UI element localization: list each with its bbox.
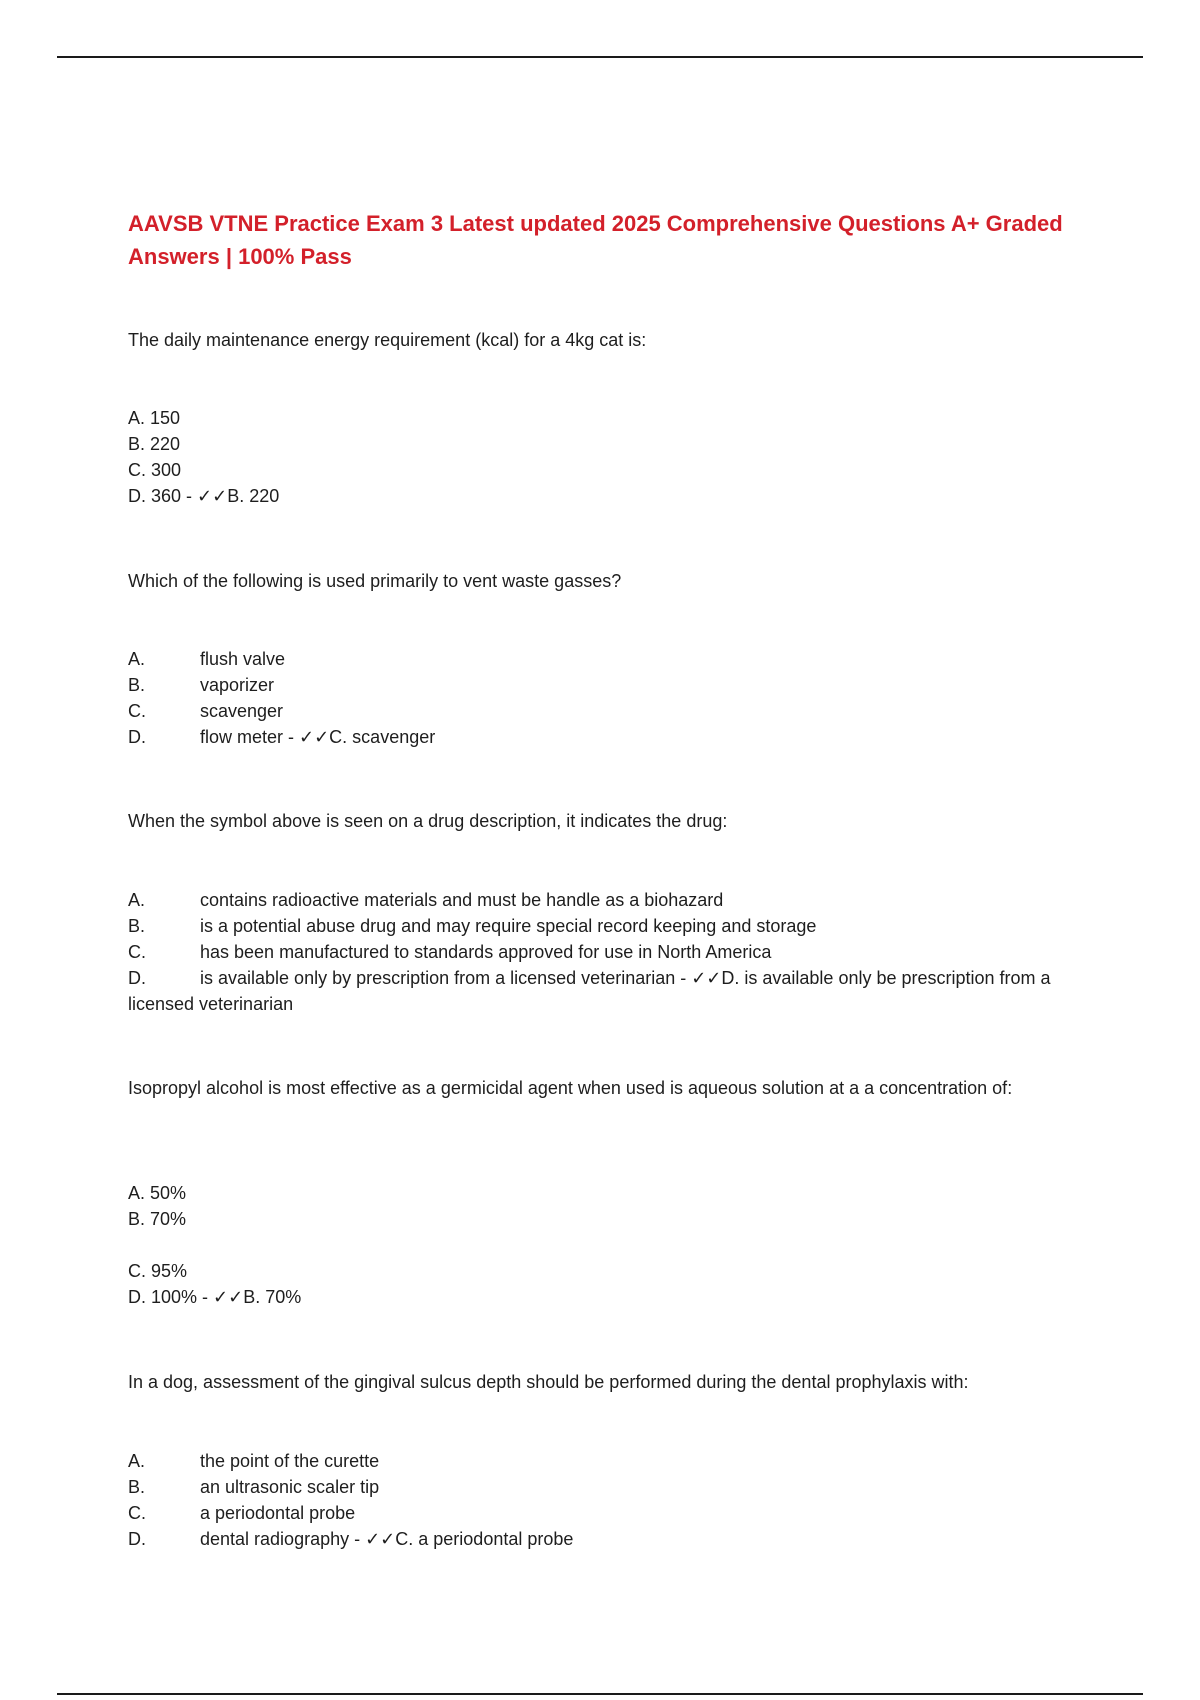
option-text: has been manufactured to standards approved for use in North America: [200, 942, 772, 962]
option-d-answer: D. 360 - ✓✓B. 220: [128, 486, 280, 506]
option-text: a periodontal probe: [200, 1503, 356, 1523]
option-letter: B.: [128, 916, 146, 936]
option-letter: A.: [128, 1451, 146, 1471]
question-4-text: Isopropyl alcohol is most effective as a germicidal agent when used is aqueous solution at a a concentration of:: [128, 1078, 1013, 1098]
option-text: contains radioactive materials and must be handle as a biohazard: [200, 890, 724, 910]
option-text: flow meter - ✓✓C. scavenger: [200, 727, 436, 747]
option-b: B. 220: [128, 434, 181, 454]
question-3-text: When the symbol above is seen on a drug description, it indicates the drug:: [128, 811, 728, 831]
option-letter: A.: [128, 649, 146, 669]
option-b: B. 70%: [128, 1209, 187, 1229]
option-a: [128, 1448, 1088, 1474]
question-5-text: In a dog, assessment of the gingival sulcus depth should be performed during the dental prophylaxis with:: [128, 1372, 969, 1392]
question-5-options: [128, 1448, 1088, 1552]
question-2-text: Which of the following is used primarily to vent waste gasses?: [128, 571, 622, 591]
option-c: [128, 1500, 1088, 1526]
option-a: [128, 646, 1088, 672]
option-b: [128, 913, 1088, 939]
option-letter: B.: [128, 1477, 146, 1497]
option-b: [128, 672, 1088, 698]
question-4-options: [128, 1180, 1088, 1310]
option-text: is available only by prescription from a licensed veterinarian - ✓✓D. is available only be prescription from a licensed veterinarian: [128, 968, 1051, 1014]
option-letter: C.: [128, 1503, 146, 1523]
question-3-options: [128, 887, 1088, 1017]
option-a: A. 150: [128, 408, 181, 428]
option-c: C. 95%: [128, 1261, 188, 1281]
option-letter: D.: [128, 968, 146, 988]
option-text: an ultrasonic scaler tip: [200, 1477, 380, 1497]
option-letter: D.: [128, 727, 146, 747]
option-letter: C.: [128, 701, 146, 721]
option-d-answer: [128, 965, 1088, 1017]
option-b: [128, 1474, 1088, 1500]
option-letter: B.: [128, 675, 146, 695]
option-c: C. 300: [128, 460, 182, 480]
header-rule: [57, 56, 1143, 58]
option-d-answer: [128, 724, 1088, 750]
option-text: scavenger: [200, 701, 284, 721]
option-a: A. 50%: [128, 1183, 187, 1203]
option-a: [128, 887, 1088, 913]
question-2-options: [128, 646, 1088, 750]
option-letter: D.: [128, 1529, 146, 1549]
question-1-text: The daily maintenance energy requirement (kcal) for a 4kg cat is:: [128, 330, 647, 350]
document-title: AAVSB VTNE Practice Exam 3 Latest updated 2025 Comprehensive Questions A+ Graded Answers | 100% Pass: [128, 211, 1063, 269]
option-text: flush valve: [200, 649, 286, 669]
option-text: vaporizer: [200, 675, 275, 695]
option-text: the point of the curette: [200, 1451, 380, 1471]
option-text: dental radiography - ✓✓C. a periodontal probe: [200, 1529, 574, 1549]
option-c: [128, 698, 1088, 724]
option-text: is a potential abuse drug and may require special record keeping and storage: [200, 916, 817, 936]
option-c: [128, 939, 1088, 965]
option-letter: A.: [128, 890, 146, 910]
option-letter: C.: [128, 942, 146, 962]
option-d-answer: [128, 1526, 1088, 1552]
footer-rule: [57, 1693, 1143, 1695]
option-d-answer: D. 100% - ✓✓B. 70%: [128, 1287, 302, 1307]
question-1-options: [128, 405, 1088, 509]
